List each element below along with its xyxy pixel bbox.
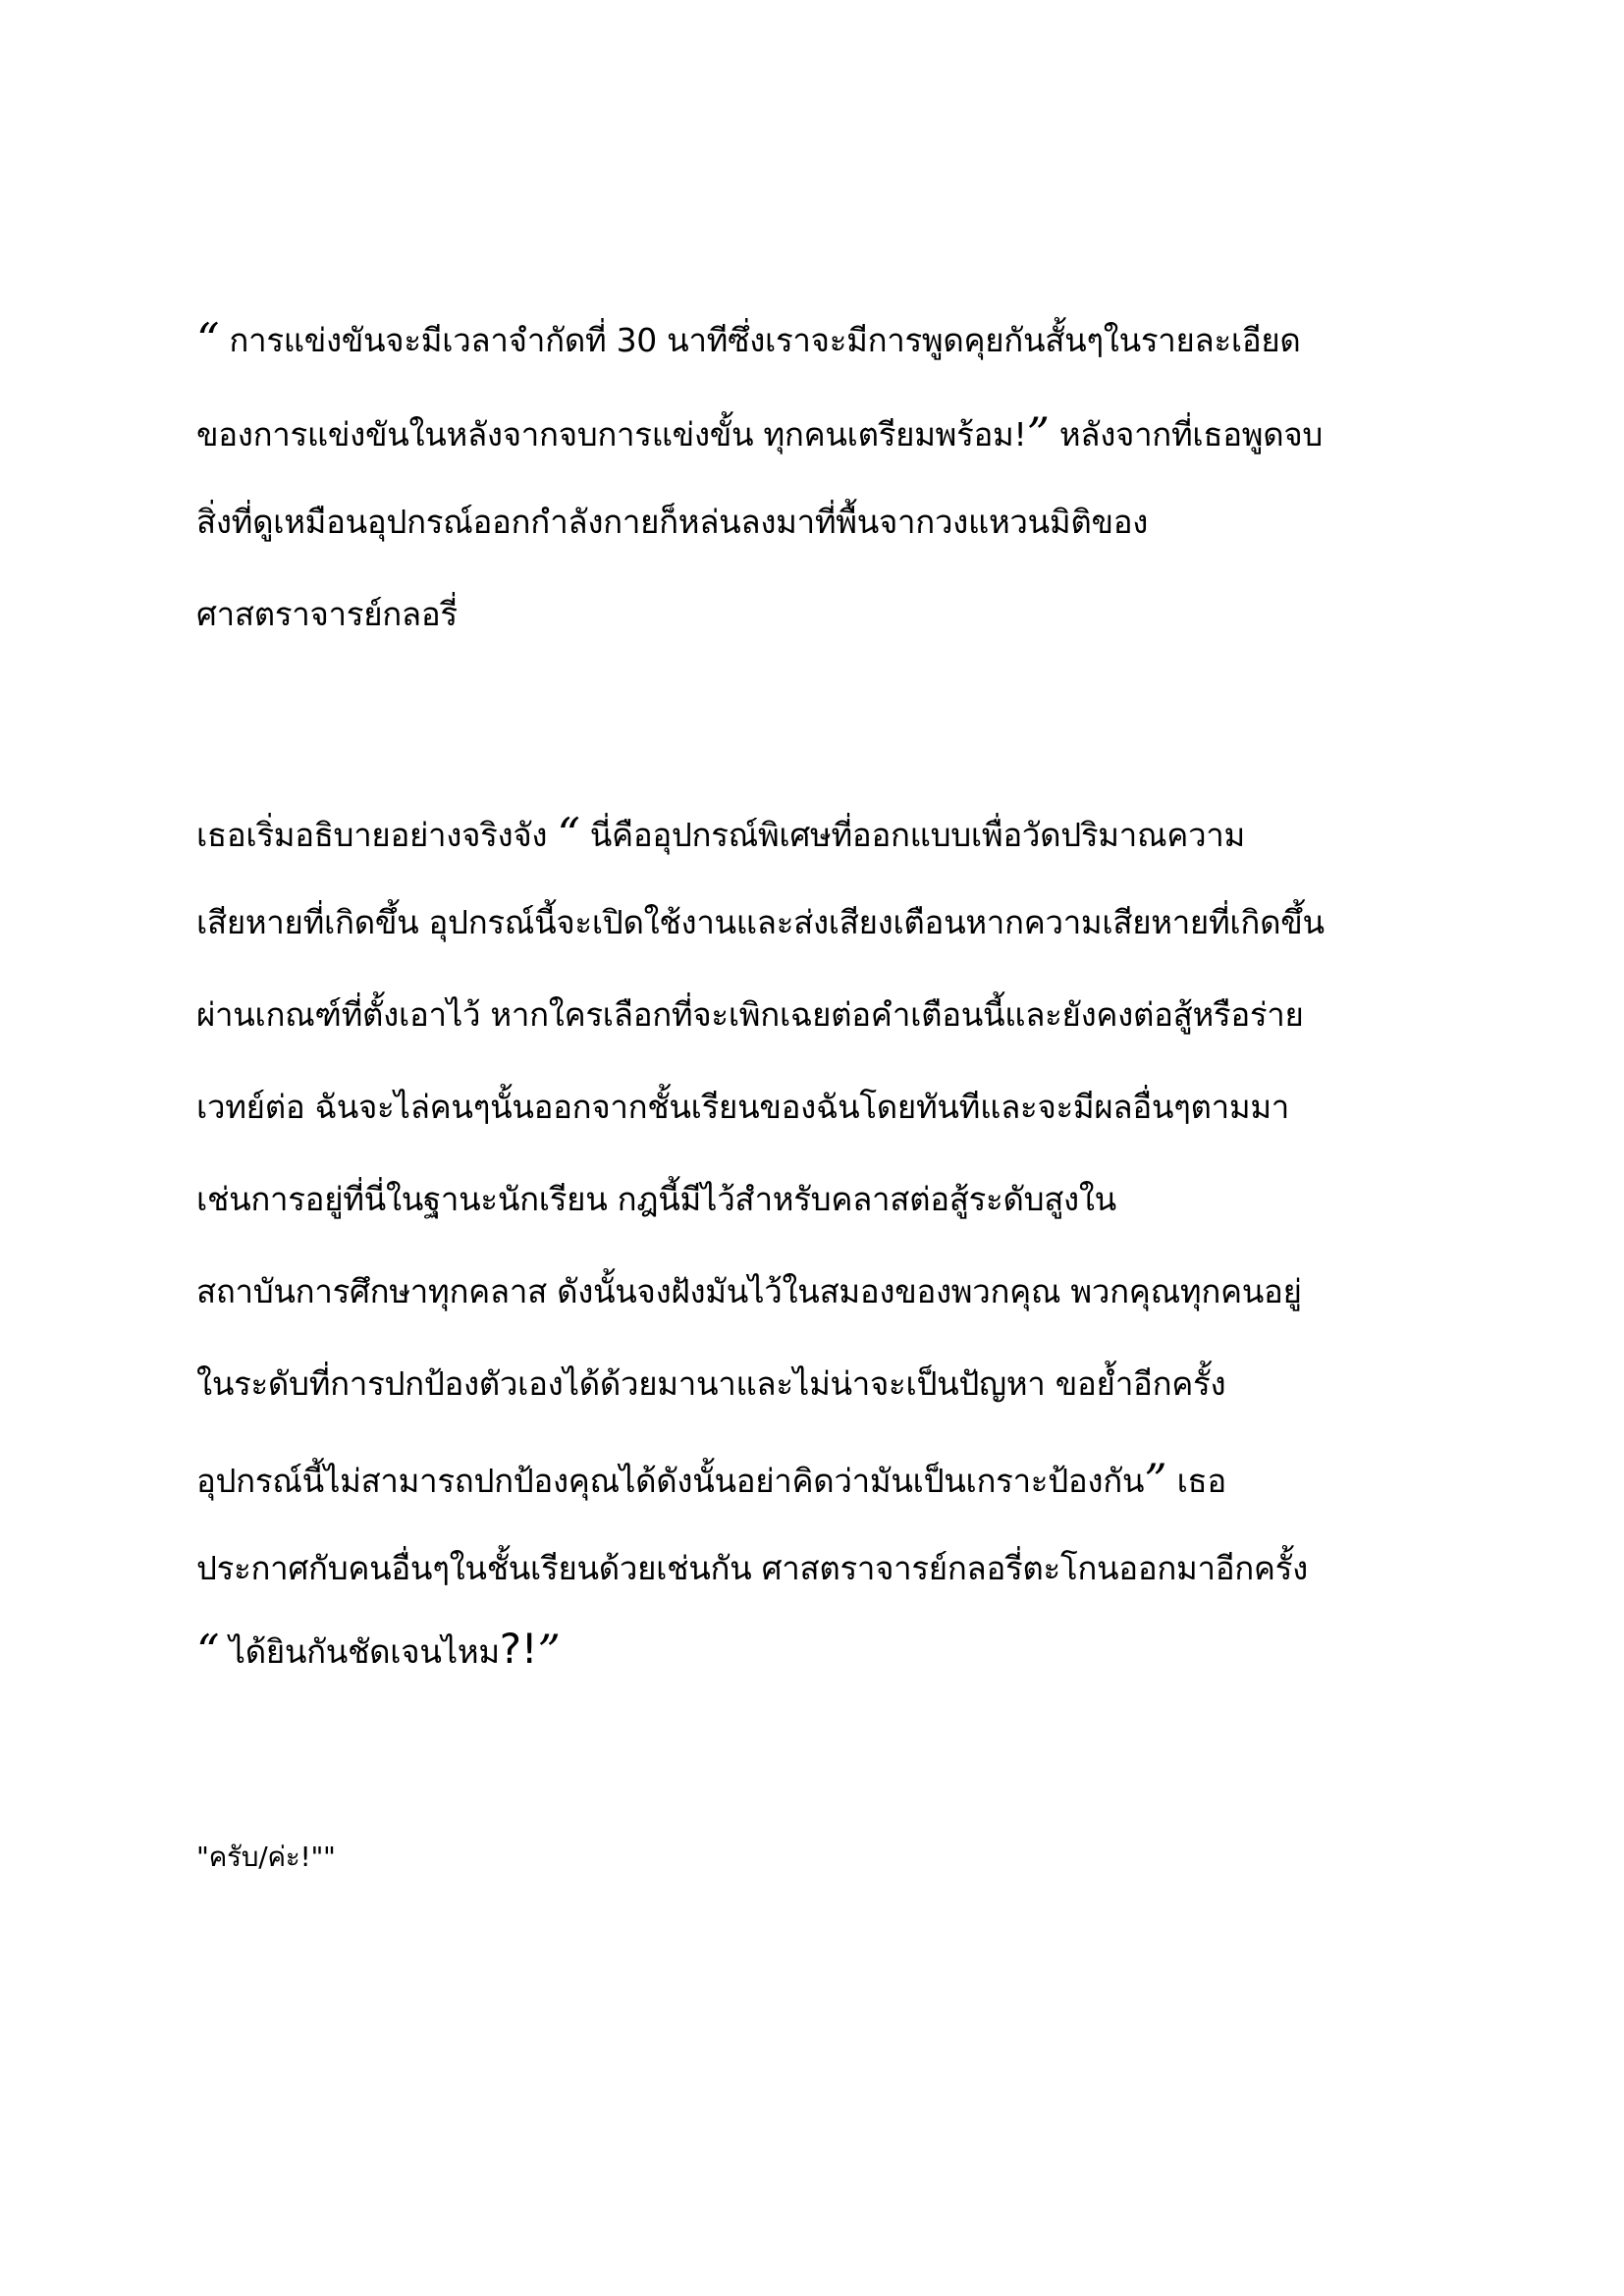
paragraph-2-text: ได้ยินกันชัดเจนไหม <box>219 1632 500 1671</box>
paragraph-2-line-7: ในระดับที่การปกป้องตัวเองได้ด้วยมานาและไม่น่าจะเป็นปัญหา ขอย้ำอีกครั้ง <box>196 1364 1226 1403</box>
paragraph-1-text: ของการแข่งขันในหลังจากจบการแข่งขั้น ทุกคนเตรียมพร้อม! <box>196 415 1027 454</box>
paragraph-2-line-6: สถาบันการศึกษาทุกคลาส ดังนั้นจงฝังมันไว้ในสมองของพวกคุณ พวกคุณทุกคนอยู่ <box>196 1272 1302 1310</box>
open-quote: “ <box>196 313 220 366</box>
question-exclamation: ?! <box>499 1625 538 1673</box>
paragraph-2-text: เธอเริ่มอธิบายอย่างจริงจัง <box>196 816 558 854</box>
paragraph-2-text: อุปกรณ์นี้ไม่สามารถปกป้องคุณได้ดังนั้นอย่าคิดว่ามันเป็นเกราะป้องกัน <box>196 1462 1145 1500</box>
paragraph-2-line-9: ประกาศกับคนอื่นๆในชั้นเรียนด้วยเช่นกัน ศาสตราจารย์กลอรี่ตะโกนออกมาอีกครั้ง <box>196 1549 1308 1587</box>
paragraph-2-line-5: เช่นการอยู่ที่นี่ในฐานะนักเรียน กฎนี้มีไว้สำหรับคลาสต่อสู้ระดับสูงใน <box>196 1180 1116 1218</box>
paragraph-2-line-3: ผ่านเกณฑ์ที่ตั้งเอาไว้ หากใครเลือกที่จะเพิกเฉยต่อคำเตือนนี้และยังคงต่อสู้หรือร่าย <box>196 995 1304 1034</box>
paragraph-1-line-4: ศาสตราจารย์กลอรี่ <box>196 595 458 633</box>
close-quote: ” <box>1144 1454 1167 1507</box>
paragraph-2-text: นี่คืออุปกรณ์พิเศษที่ออกแบบเพื่อวัดปริมาณความ <box>579 816 1245 854</box>
open-quote: “ <box>557 808 580 861</box>
paragraph-2-line-8 <box>196 1451 1226 1507</box>
paragraph-2-line-1 <box>196 805 1245 861</box>
paragraph-2-line-10 <box>196 1622 561 1678</box>
paragraph-3-reply: "ครับ/ค่ะ!"" <box>196 1841 336 1873</box>
paragraph-2-line-4: เวทย์ต่อ ฉันจะไล่คนๆนั้นออกจากชั้นเรียนของฉันโดยทันทีและจะมีผลอื่นๆตามมา <box>196 1088 1290 1126</box>
paragraph-1-text: การแข่งขันจะมีเวลาจำกัดที่ 30 นาทีซึ่งเราจะมีการพูดคุยกันสั้นๆในรายละเอียด <box>219 321 1301 359</box>
close-quote: ” <box>537 1625 561 1678</box>
close-quote: ” <box>1026 407 1050 460</box>
paragraph-1-line-3: สิ่งที่ดูเหมือนอุปกรณ์ออกกำลังกายก็หล่นลงมาที่พื้นจากวงแหวนมิติของ <box>196 503 1149 541</box>
paragraph-1-line-1 <box>196 310 1301 366</box>
open-quote: “ <box>196 1625 220 1678</box>
paragraph-2-text: เธอ <box>1166 1462 1226 1500</box>
paragraph-1-line-2 <box>196 404 1323 460</box>
paragraph-2-line-2: เสียหายที่เกิดขึ้น อุปกรณ์นี้จะเปิดใช้งานและส่งเสียงเตือนหากความเสียหายที่เกิดขึ้น <box>196 903 1325 941</box>
paragraph-1-text: หลังจากที่เธอพูดจบ <box>1049 415 1324 454</box>
